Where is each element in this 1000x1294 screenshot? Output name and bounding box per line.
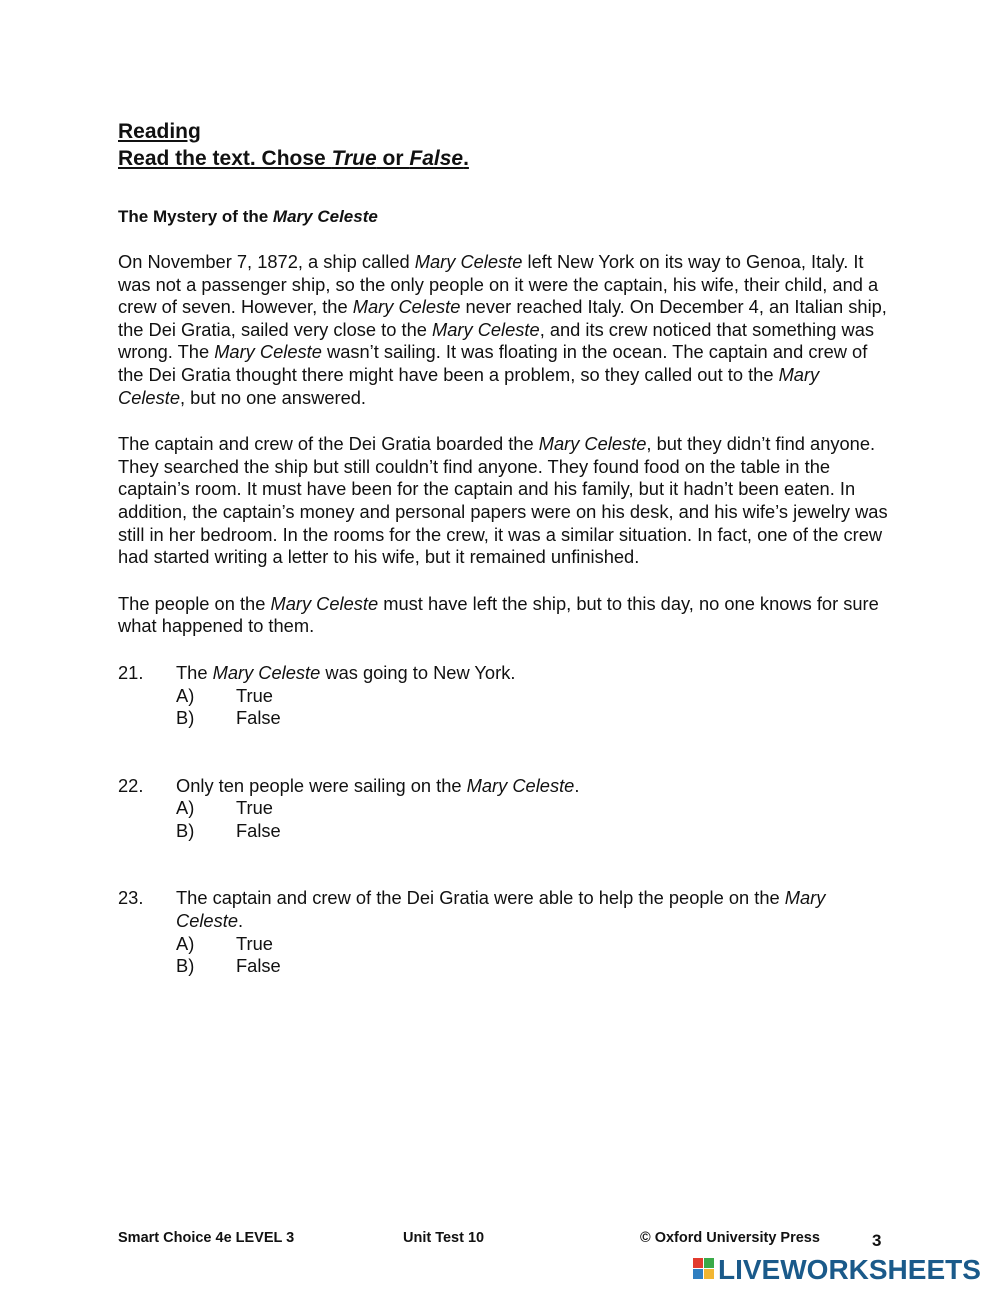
text-run: , but they didn’t find anyone. They searched the ship but still couldn’t find anyone. They found food on the table in the captain’s room. It must have been for the captain and his family, but it hadn’t been eaten. In addition, the captain’s money and personal papers were on his desk, and his wife’s jewelry was still in her bedroom. In the rooms for the crew, it was a similar situation. In fact, one of the crew had started writing a letter to his wife, but it remained unfinished. [118, 433, 888, 568]
italic-text: Mary Celeste [118, 363, 820, 408]
text-run: . [238, 910, 244, 932]
logo-block-yellow [704, 1269, 714, 1279]
option-b[interactable]: B) False [176, 819, 281, 841]
text-run: never reached Italy. On December 4, an Italian ship, the Dei Gratia, sailed very close to the [118, 296, 887, 340]
logo-block-green [704, 1258, 714, 1268]
option-b[interactable]: B) False [176, 955, 281, 977]
logo-block-red [693, 1258, 703, 1268]
question-number: 23. [118, 887, 144, 909]
text-run: The captain and crew of the Dei Gratia were able to help the people on the [176, 887, 785, 909]
option-a[interactable]: A) True [176, 797, 273, 819]
footer-course: Smart Choice 4e LEVEL 3 [118, 1230, 295, 1246]
text-run: wasn’t sailing. It was floating in the ocean. The captain and crew of the Dei Gratia thought there might have been a problem, so they called out to the [118, 341, 868, 385]
question-22 [118, 775, 888, 843]
text-run: The captain and crew of the Dei Gratia boarded the [118, 433, 539, 455]
passage-paragraph-3 [118, 593, 888, 638]
question-number: 22. [118, 774, 144, 796]
passage-title: The Mystery of the Mary Celeste [118, 207, 378, 226]
italic-text: Mary Celeste [466, 774, 575, 796]
text-run: was going to New York. [320, 661, 516, 683]
page-footer [118, 1230, 888, 1250]
text-run: The people on the [118, 592, 271, 614]
question-number: 21. [118, 661, 144, 683]
question-text [176, 775, 888, 798]
logo-block-blue [693, 1269, 703, 1279]
italic-text: Mary Celeste [212, 661, 321, 683]
section-heading [118, 118, 888, 172]
italic-text: Mary Celeste [431, 318, 540, 340]
text-run: , and its crew noticed that something was wrong. The [118, 318, 874, 363]
italic-text: Mary Celeste [176, 887, 826, 932]
italic-text: Mary Celeste [214, 341, 322, 363]
question-23 [118, 887, 888, 977]
text-run: . [574, 774, 580, 796]
liveworksheets-watermark [693, 1256, 993, 1284]
passage-paragraph-2 [118, 433, 888, 569]
text-run: On November 7, 1872, a ship called [118, 251, 415, 272]
question-text [176, 662, 888, 685]
worksheet-page [118, 118, 888, 978]
text-run: The [176, 661, 213, 683]
italic-text: Mary Celeste [352, 296, 461, 318]
option-b[interactable]: B) False [176, 707, 281, 729]
italic-text: Mary Celeste [270, 592, 379, 614]
text-run: left New York on its way to Genoa, Italy. It was not a passenger ship, so the only people on it were the captain, his wife, their child, and a crew of seven. However, the [118, 251, 879, 318]
option-a[interactable]: A) True [176, 932, 273, 954]
option-a[interactable]: A) True [176, 684, 273, 706]
footer-publisher: © Oxford University Press [640, 1230, 820, 1246]
text-run: Only ten people were sailing on the [176, 774, 467, 796]
liveworksheets-logo-icon [693, 1258, 715, 1280]
heading-reading: Reading [118, 120, 201, 143]
footer-unit: Unit Test 10 [403, 1230, 485, 1246]
italic-text: Mary Celeste [538, 433, 647, 455]
text-run: , but no one answered. [180, 386, 366, 408]
page-number: 3 [872, 1231, 882, 1250]
watermark-text: LIVEWORKSHEETS [718, 1254, 981, 1285]
question-text [176, 887, 888, 932]
text-run: must have left the ship, but to this day, no one knows for sure what happened to them. [118, 592, 879, 637]
heading-instruction: Read the text. Chose True or False. [118, 147, 469, 170]
passage-paragraph-1 [118, 251, 888, 409]
question-21 [118, 662, 888, 730]
italic-text: Mary Celeste [414, 251, 523, 272]
